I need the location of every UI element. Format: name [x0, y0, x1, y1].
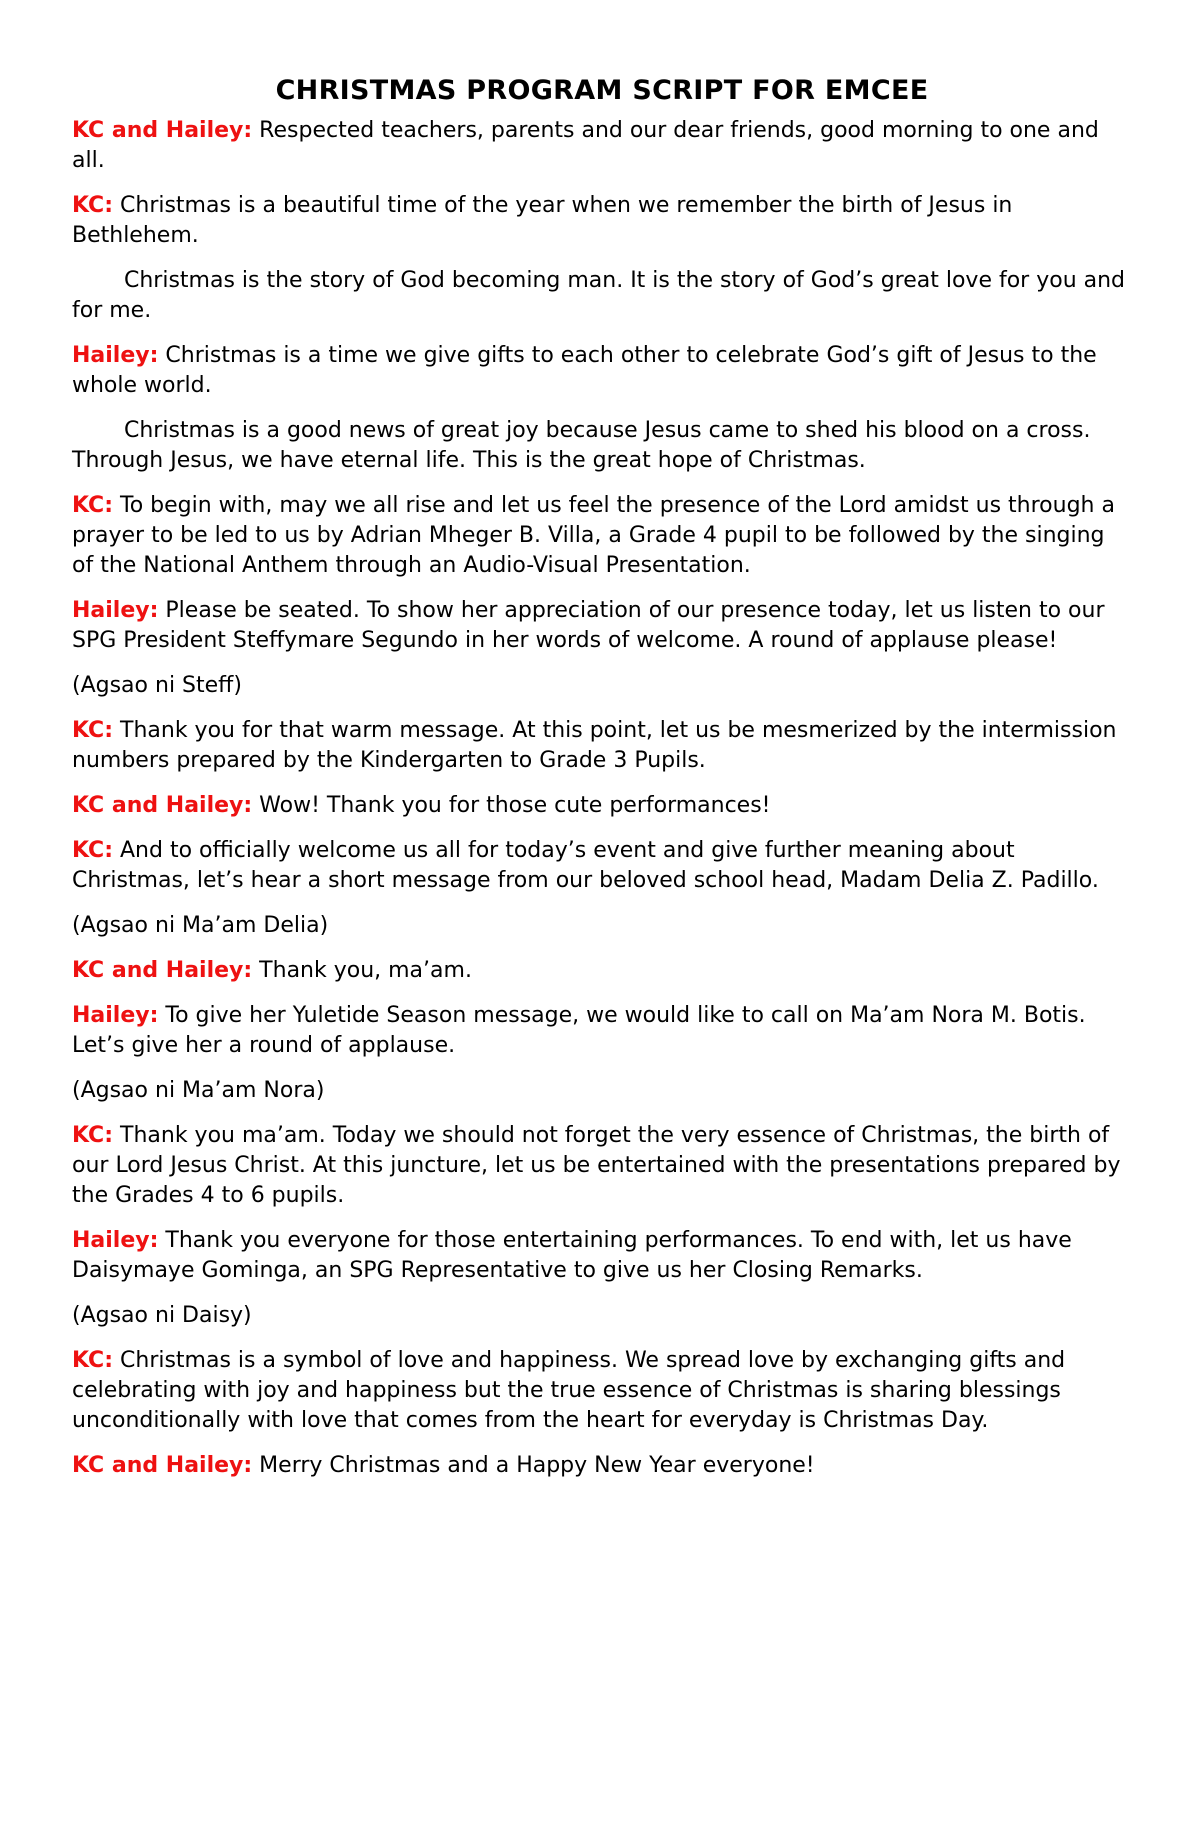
line-text: Merry Christmas and a Happy New Year everyone! [252, 1453, 815, 1478]
line-text: Christmas is a good news of great joy because Jesus came to shed his blood on a cross. Through Jesus, we have eternal life. This is the great hope of Christmas. [72, 418, 1091, 473]
speaker-label: KC: [72, 718, 114, 743]
line-text: (Agsao ni Steff) [72, 673, 242, 698]
speaker-label: Hailey: [72, 598, 159, 623]
speaker-label: KC and Hailey: [72, 958, 253, 983]
script-line [72, 266, 1132, 326]
script-line [72, 341, 1132, 401]
script-line [72, 596, 1132, 656]
stage-direction [72, 671, 1132, 701]
script-line [72, 716, 1132, 776]
line-text: Thank you everyone for those entertaining performances. To end with, let us have Daisymaye Gominga, an SPG Representative to give us her Closing Remarks. [72, 1228, 1072, 1283]
script-line [72, 416, 1132, 476]
line-text: Christmas is a time we give gifts to each other to celebrate God’s gift of Jesus to the whole world. [72, 343, 1097, 398]
stage-direction [72, 911, 1132, 941]
speaker-label: KC and Hailey: [72, 1453, 253, 1478]
script-line [72, 791, 1132, 821]
speaker-label: KC: [72, 493, 114, 518]
speaker-label: KC: [72, 1348, 114, 1373]
script-line [72, 836, 1132, 896]
script-line [72, 956, 1132, 986]
script-line [72, 116, 1132, 176]
speaker-label: KC: [72, 193, 114, 218]
document-page [72, 74, 1132, 1496]
speaker-label: KC and Hailey: [72, 793, 253, 818]
line-text: To begin with, may we all rise and let us feel the presence of the Lord amidst us through a prayer to be led to us by Adrian Mheger B. Villa, a Grade 4 pupil to be followed by the singing of the National Anthem through an Audio-Visual Presentation. [72, 493, 1115, 578]
stage-direction [72, 1076, 1132, 1106]
line-text: (Agsao ni Daisy) [72, 1303, 252, 1328]
speaker-label: Hailey: [72, 1003, 159, 1028]
line-text: And to officially welcome us all for today’s event and give further meaning about Christmas, let’s hear a short message from our beloved school head, Madam Delia Z. Padillo. [72, 838, 1099, 893]
script-line [72, 1001, 1132, 1061]
line-text: Christmas is a symbol of love and happiness. We spread love by exchanging gifts and celebrating with joy and happiness but the true essence of Christmas is sharing blessings unconditionally with love that comes from the heart for everyday is Christmas Day. [72, 1348, 1066, 1433]
line-text: (Agsao ni Ma’am Nora) [72, 1078, 325, 1103]
line-text: Thank you ma’am. Today we should not forget the very essence of Christmas, the birth of our Lord Jesus Christ. At this juncture, let us be entertained with the presentations prepared by the Grades 4 to 6 pupils. [72, 1123, 1121, 1208]
document-title: CHRISTMAS PROGRAM SCRIPT FOR EMCEE [275, 75, 929, 106]
script-line [72, 191, 1132, 251]
line-text: Respected teachers, parents and our dear friends, good morning to one and all. [72, 118, 1099, 173]
line-text: Please be seated. To show her appreciation of our presence today, let us listen to our SPG President Steffymare Segundo in her words of welcome. A round of applause please! [72, 598, 1105, 653]
script-line [72, 491, 1132, 581]
speaker-label: KC: [72, 1123, 114, 1148]
line-text: Thank you for that warm message. At this point, let us be mesmerized by the intermission numbers prepared by the Kindergarten to Grade 3 Pupils. [72, 718, 1117, 773]
line-text: Christmas is a beautiful time of the year when we remember the birth of Jesus in Bethlehem. [72, 193, 1013, 248]
line-text: Thank you, ma’am. [252, 958, 472, 983]
speaker-label: Hailey: [72, 1228, 159, 1253]
script-line [72, 1121, 1132, 1211]
script-line [72, 1451, 1132, 1481]
speaker-label: Hailey: [72, 343, 159, 368]
line-text: Christmas is the story of God becoming man. It is the story of God’s great love for you and for me. [72, 268, 1126, 323]
script-line [72, 1346, 1132, 1436]
stage-direction [72, 1301, 1132, 1331]
speaker-label: KC and Hailey: [72, 118, 253, 143]
line-text: Wow! Thank you for those cute performances! [252, 793, 771, 818]
speaker-label: KC: [72, 838, 114, 863]
script-line [72, 1226, 1132, 1286]
line-text: (Agsao ni Ma’am Delia) [72, 913, 329, 938]
line-text: To give her Yuletide Season message, we would like to call on Ma’am Nora M. Botis. Let’s give her a round of applause. [72, 1003, 1086, 1058]
